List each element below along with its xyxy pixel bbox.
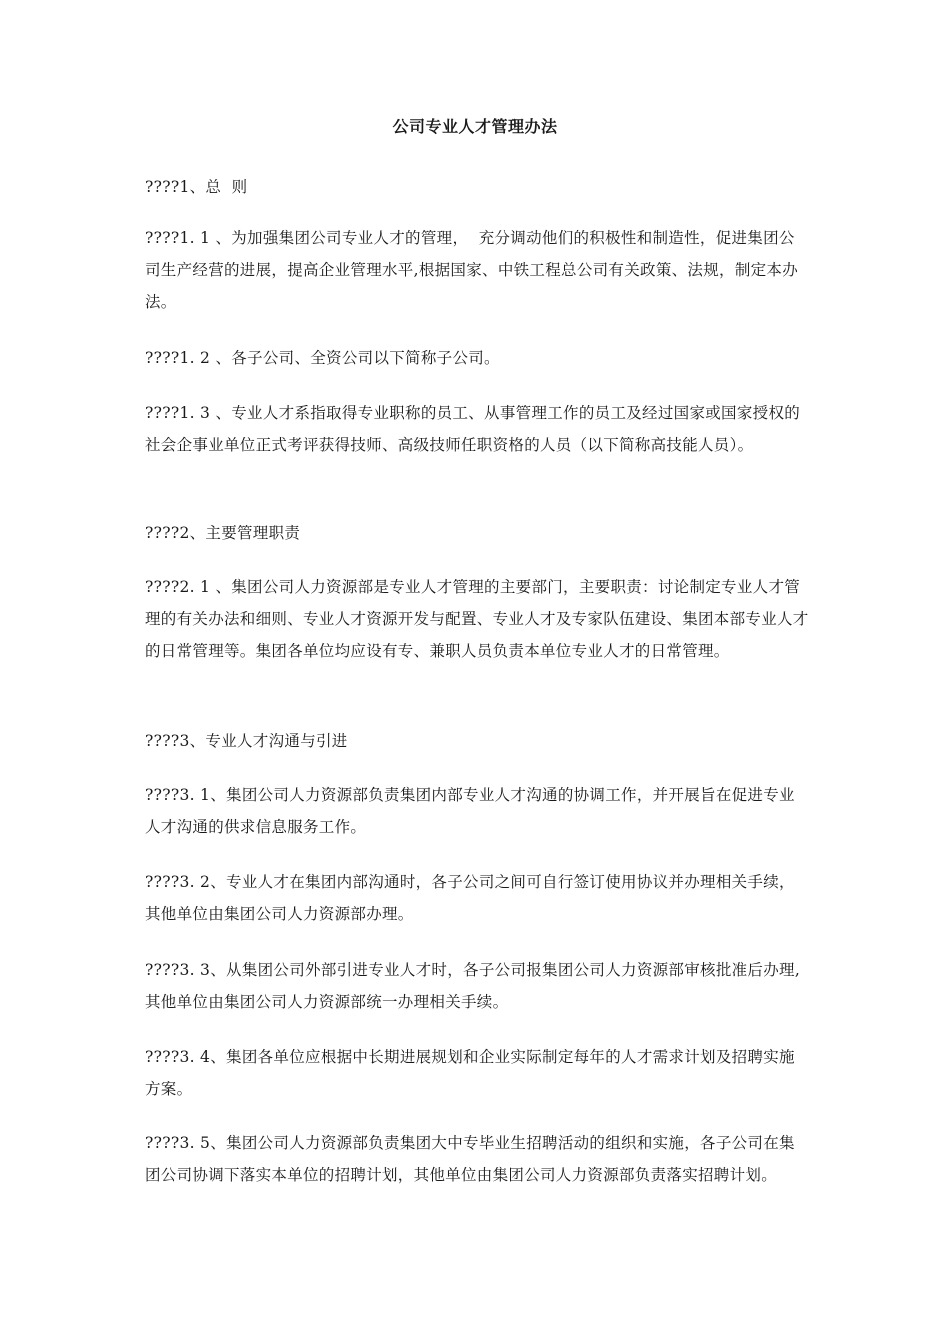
paragraph-3-4: ????3. 4、集团各单位应根据中长期进展规划和企业实际制定每年的人才需求计划及招聘实施方案。: [145, 1048, 795, 1098]
paragraph-2-1: ????2. 1 、集团公司人力资源部是专业人才管理的主要部门，主要职责：讨论制定专业人才管理的有关办法和细则、专业人才资源开发与配置、专业人才及专家队伍建设、集团本部专业人才的日常管理等。集团各单位均应设有专、兼职人员负责本单位专业人才的日常管理。: [145, 578, 809, 660]
paragraph-3-2: ????3. 2、专业人才在集团内部沟通时，各子公司之间可自行签订使用协议并办理相关手续，其他单位由集团公司人力资源部办理。: [145, 873, 795, 923]
paragraph-3-1: ????3. 1、集团公司人力资源部负责集团内部专业人才沟通的协调工作，并开展旨在促进专业人才沟通的供求信息服务工作。: [145, 786, 795, 836]
paragraph-1-2: ????1. 2 、各子公司、全资公司以下简称子公司。: [145, 349, 500, 367]
paragraph-1-3: ????1. 3 、专业人才系指取得专业职称的员工、从事管理工作的员工及经过国家或国家授权的社会企事业单位正式考评获得技师、高级技师任职资格的人员（以下简称高技能人员）。: [145, 404, 801, 454]
section-heading-1: ????1、总 则: [145, 178, 248, 196]
paragraph-1-1: ????1. 1 、为加强集团公司专业人才的管理， 充分调动他们的积极性和制造性，促进集团公司生产经营的进展，提高企业管理水平,根据国家、中铁工程总公司有关政策、法规，制定本办法。: [145, 229, 799, 311]
section-heading-3: ????3、专业人才沟通与引进: [145, 732, 348, 750]
document-title: 公司专业人才管理办法: [392, 117, 558, 136]
paragraph-3-5: ????3. 5、集团公司人力资源部负责集团大中专毕业生招聘活动的组织和实施，各子公司在集团公司协调下落实本单位的招聘计划，其他单位由集团公司人力资源部负责落实招聘计划。: [145, 1134, 795, 1184]
paragraph-3-3: ????3. 3、从集团公司外部引进专业人才时，各子公司报集团公司人力资源部审核批准后办理,其他单位由集团公司人力资源部统一办理相关手续。: [145, 961, 801, 1011]
section-heading-2: ????2、主要管理职责: [145, 524, 301, 542]
